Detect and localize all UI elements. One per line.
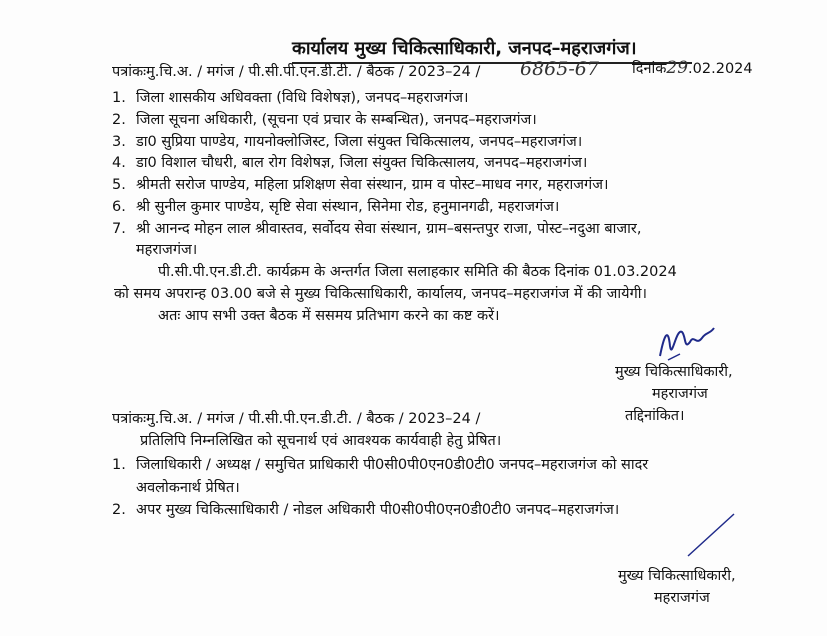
signature-mark <box>650 316 730 368</box>
list-item: 7. श्री आनन्द मोहन लाल श्रीवास्तव, सर्वोदय सेवा संस्थान, ग्राम–बसन्तपुर राजा, पोस्ट–नदुआ बाजार, <box>112 221 642 237</box>
list-item-continuation: महराजगंज। <box>136 242 198 258</box>
copy-intro: प्रतिलिपि निम्नलिखित को सूचनार्थ एवं आवश्यक कार्यवाही हेतु प्रेषित। <box>140 433 502 449</box>
reference-number <box>112 62 480 82</box>
list-item: 3. डा0 सुप्रिया पाण्डेय, गायनोक्लोजिस्ट, जिला संयुक्त चिकित्सालय, जनपद–महराजगंज। <box>112 134 583 150</box>
date-suffix: .02.2024 <box>688 61 753 77</box>
signatory-designation: मुख्य चिकित्साधिकारी, <box>615 364 733 380</box>
list-item: 1. जिला शासकीय अधिवक्ता (विधि विशेषज्ञ), जनपद–महराजगंज। <box>112 90 469 106</box>
signatory-date-note: तद्दिनांकित। <box>625 408 685 424</box>
office-title: कार्यालय मुख्य चिकित्साधिकारी, जनपद–महराजगंज। <box>292 38 637 59</box>
body-line: को समय अपरान्ह 03.00 बजे से मुख्य चिकित्साधिकारी, कार्यालय, जनपद–महराजगंज में की जायेगी। <box>114 286 647 302</box>
handwritten-reference: 6865-67 <box>520 58 599 80</box>
body-line: पी.सी.पी.एन.डी.टी. कार्यक्रम के अन्तर्गत जिला सलाहकार समिति की बैठक दिनांक 01.03.2024 <box>158 264 677 280</box>
signatory-place: महराजगंज <box>652 386 708 402</box>
date-label: दिनांक <box>632 61 667 77</box>
signature-stroke <box>680 510 740 560</box>
copy-list-item: 2. अपर मुख्य चिकित्साधिकारी / नोडल अधिकारी पी0सी0पी0एन0डी0टी0 जनपद–महराजगंज। <box>112 502 620 518</box>
list-item: 5. श्रीमती सरोज पाण्डेय, महिला प्रशिक्षण सेवा संस्थान, ग्राम व पोस्ट–माधव नगर, महराजगंज। <box>112 177 609 193</box>
letter-date <box>632 58 753 78</box>
signatory-place: महराजगंज <box>654 590 710 606</box>
signatory-designation: मुख्य चिकित्साधिकारी, <box>618 568 736 584</box>
copy-list-item-continuation: अवलोकनार्थ प्रेषित। <box>136 480 240 496</box>
copy-list-item: 1. जिलाधिकारी / अध्यक्ष / समुचित प्राधिकारी पी0सी0पी0एन0डी0टी0 जनपद–महराजगंज को सादर <box>112 457 649 473</box>
list-item: 2. जिला सूचना अधिकारी, (सूचना एवं प्रचार के सम्बन्धित), जनपद–महराजगंज। <box>112 112 537 128</box>
body-line: अतः आप सभी उक्त बैठक में ससमय प्रतिभाग करने का कष्ट करें। <box>158 308 500 324</box>
reference-prefix: पत्रांकःमु.चि.अ. / मगंज / पी.सी.पी.एन.डी.टी. / बैठक / 2023–24 / <box>112 64 481 80</box>
list-item: 6. श्री सुनील कुमार पाण्डेय, सृष्टि सेवा संस्थान, सिनेमा रोड, हनुमानगढी, महराजगंज। <box>112 199 560 215</box>
copy-reference: पत्रांकःमु.चि.अ. / मगंज / पी.सी.पी.एन.डी.टी. / बैठक / 2023–24 / <box>112 411 481 427</box>
list-item: 4. डा0 विशाल चौधरी, बाल रोग विशेषज्ञ, जिला संयुक्त चिकित्सालय, जनपद–महराजगंज। <box>112 155 588 171</box>
handwritten-date: 29 <box>666 58 689 78</box>
